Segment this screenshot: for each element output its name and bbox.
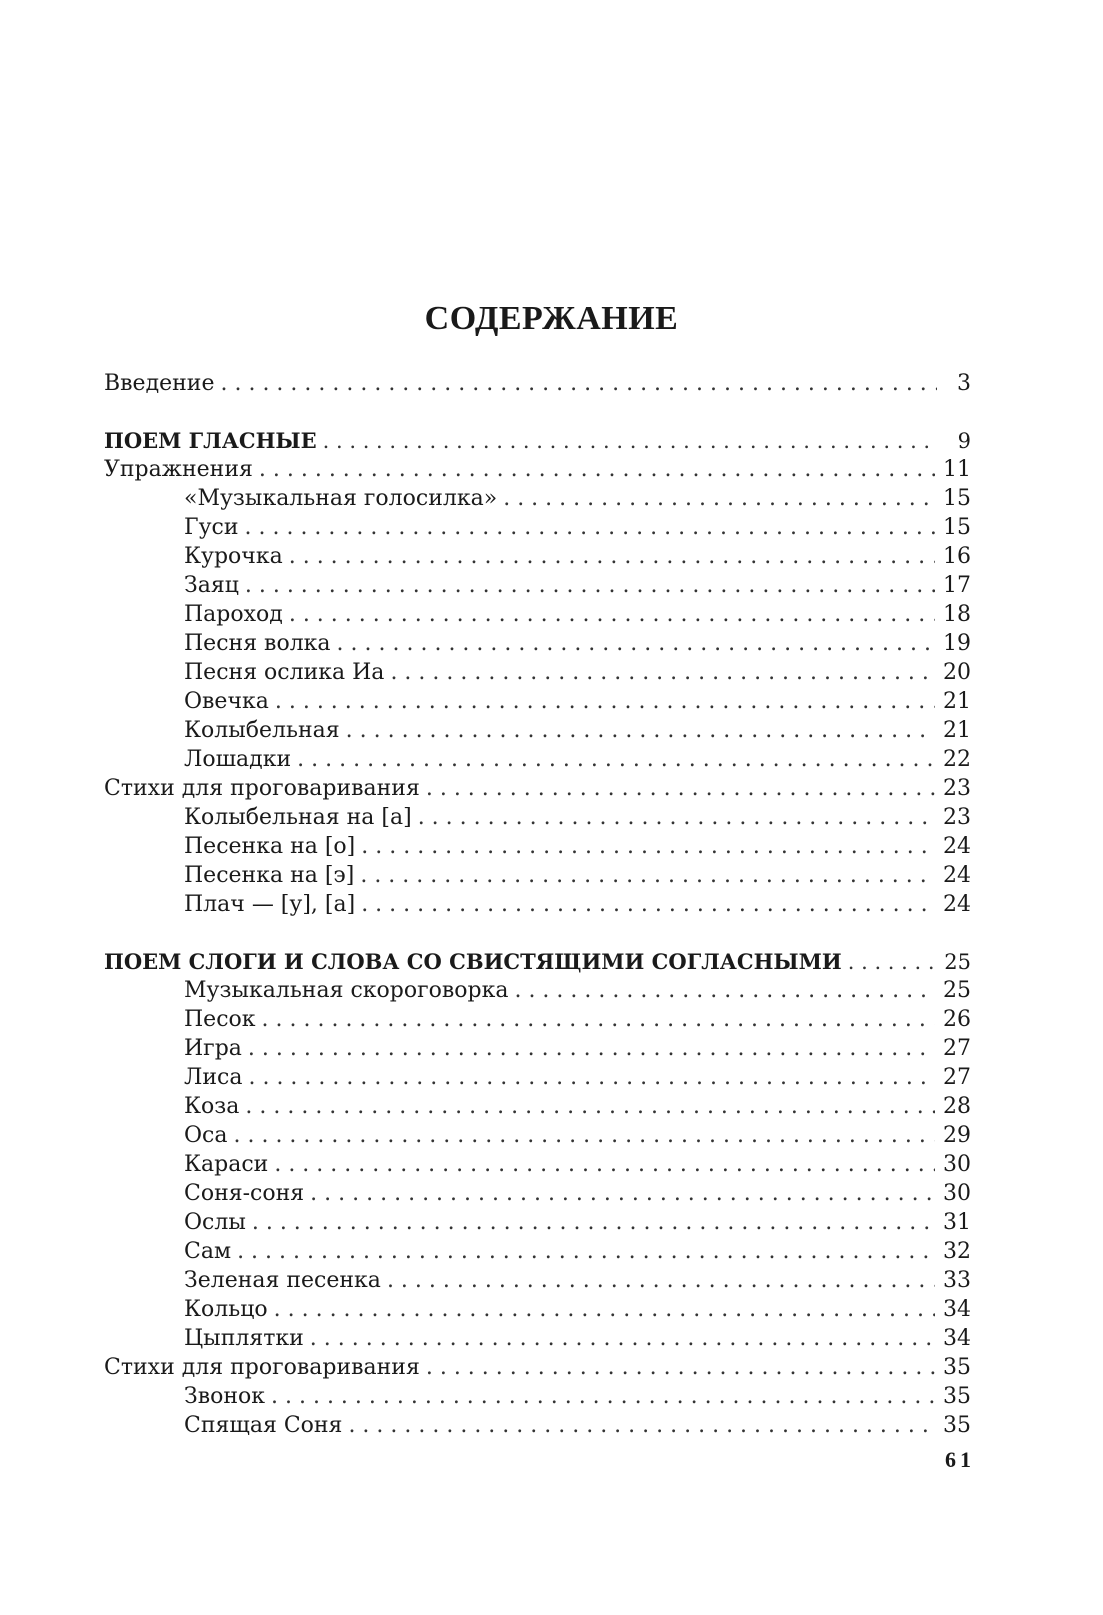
toc-entry-page: 28 — [943, 1094, 971, 1119]
toc-entry[interactable] — [104, 803, 971, 832]
toc-entry[interactable] — [104, 1150, 971, 1179]
toc-entry[interactable] — [104, 1324, 971, 1353]
dot-leader — [252, 1208, 935, 1237]
toc-entry[interactable] — [104, 629, 971, 658]
toc-entry-page: 24 — [943, 892, 971, 917]
toc-entry-title: Упражнения — [104, 457, 253, 482]
toc-entry-page: 11 — [943, 457, 971, 482]
toc-entry-page: 26 — [943, 1007, 971, 1032]
toc-entry-title: Звонок — [184, 1384, 265, 1409]
toc-entry-page: 27 — [943, 1065, 971, 1090]
toc-entry[interactable] — [104, 1295, 971, 1324]
toc-entry-page: 15 — [943, 486, 971, 511]
toc-entry-title: ПОЕМ СЛОГИ И СЛОВА СО СВИСТЯЩИМИ СОГЛАСНЫМИ — [104, 949, 842, 974]
toc-entry[interactable] — [104, 484, 971, 513]
toc-entry[interactable] — [104, 658, 971, 687]
dot-leader — [274, 1150, 935, 1179]
table-of-contents — [104, 369, 971, 1468]
dot-leader — [220, 369, 937, 398]
toc-entry-title: Курочка — [184, 544, 283, 569]
toc-entry-page: 31 — [943, 1210, 971, 1235]
toc-entry-page: 30 — [943, 1181, 971, 1206]
dot-leader — [259, 455, 935, 484]
toc-entry-title: Музыкальная скороговорка — [184, 978, 509, 1003]
toc-entry[interactable] — [104, 369, 971, 398]
toc-entry[interactable] — [104, 1237, 971, 1266]
dot-leader — [361, 832, 935, 861]
toc-entry-title: Соня-соня — [184, 1181, 305, 1206]
toc-entry-title: Плач — [у], [а] — [184, 892, 356, 917]
dot-leader — [297, 745, 935, 774]
dot-leader — [348, 1411, 935, 1440]
dot-leader — [275, 687, 935, 716]
toc-entry-page: 29 — [943, 1123, 971, 1148]
toc-entry-title: Игра — [184, 1036, 242, 1061]
dot-leader — [310, 1324, 935, 1353]
toc-entry-title: Лиса — [184, 1065, 243, 1090]
toc-entry[interactable] — [104, 1208, 971, 1237]
toc-entry-page: 19 — [943, 631, 971, 656]
toc-entry[interactable] — [104, 1179, 971, 1208]
dot-leader — [346, 716, 935, 745]
toc-entry-page: 3 — [957, 371, 971, 396]
toc-entry[interactable] — [104, 1382, 971, 1411]
toc-entry-title: Песенка на [о] — [184, 834, 356, 859]
toc-entry[interactable] — [104, 542, 971, 571]
toc-entry-title: Кольцо — [184, 1297, 268, 1322]
toc-entry[interactable] — [104, 1005, 971, 1034]
toc-entry-page: 23 — [943, 776, 971, 801]
dot-leader — [426, 774, 935, 803]
toc-entry-title: Введение — [104, 371, 215, 396]
toc-entry[interactable] — [104, 861, 971, 890]
dot-leader — [310, 1179, 935, 1208]
toc-entry-page: 18 — [943, 602, 971, 627]
toc-entry-title: Песня ослика Иа — [184, 660, 385, 685]
toc-entry[interactable] — [104, 1411, 971, 1440]
page-number: 61 — [945, 1447, 975, 1472]
page-title: СОДЕРЖАНИЕ — [424, 300, 679, 337]
dot-leader — [514, 976, 935, 1005]
toc-entry-page: 9 — [957, 429, 971, 453]
toc-entry-title: Сам — [184, 1239, 232, 1264]
toc-entry-title: Колыбельная — [184, 718, 340, 743]
toc-entry-page: 15 — [943, 515, 971, 540]
toc-entry-page: 27 — [943, 1036, 971, 1061]
toc-entry-title: «Музыкальная голосилка» — [184, 486, 498, 511]
toc-entry-page: 30 — [943, 1152, 971, 1177]
toc-entry-title: Песенка на [э] — [184, 863, 355, 888]
toc-section — [104, 947, 971, 1440]
toc-entry[interactable] — [104, 716, 971, 745]
toc-entry[interactable] — [104, 745, 971, 774]
dot-leader — [237, 1237, 935, 1266]
toc-entry[interactable] — [104, 976, 971, 1005]
toc-entry[interactable] — [104, 1063, 971, 1092]
toc-entry-title: Песок — [184, 1007, 256, 1032]
dot-leader — [848, 948, 937, 977]
dot-leader — [323, 427, 937, 456]
toc-entry-page: 35 — [943, 1384, 971, 1409]
toc-entry-title: Лошадки — [184, 747, 292, 772]
toc-entry-title: Стихи для проговаривания — [104, 1355, 420, 1380]
toc-entry-page: 20 — [943, 660, 971, 685]
dot-leader — [390, 658, 935, 687]
dot-leader — [360, 861, 935, 890]
toc-entry[interactable] — [104, 1121, 971, 1150]
toc-entry-title: Пароход — [184, 602, 283, 627]
toc-entry[interactable] — [104, 890, 971, 919]
toc-entry-page: 24 — [943, 863, 971, 888]
toc-entry[interactable] — [104, 600, 971, 629]
dot-leader — [262, 1005, 935, 1034]
dot-leader — [289, 542, 935, 571]
dot-leader — [248, 1063, 935, 1092]
toc-entry-page: 17 — [943, 573, 971, 598]
toc-entry[interactable] — [104, 774, 971, 803]
toc-entry-title: Караси — [184, 1152, 269, 1177]
toc-entry-page: 33 — [943, 1268, 971, 1293]
toc-entry-page: 35 — [943, 1413, 971, 1438]
toc-entry-page: 16 — [943, 544, 971, 569]
dot-leader — [426, 1353, 935, 1382]
toc-entry-title: Овечка — [184, 689, 269, 714]
dot-leader — [503, 484, 935, 513]
dot-leader — [289, 600, 935, 629]
toc-entry-page: 35 — [943, 1355, 971, 1380]
toc-entry-title: Ослы — [184, 1210, 246, 1235]
dot-leader — [248, 1034, 935, 1063]
toc-entry[interactable] — [104, 832, 971, 861]
toc-entry-title: Спящая Соня — [184, 1413, 343, 1438]
toc-entry[interactable] — [104, 571, 971, 600]
dot-leader — [361, 890, 935, 919]
toc-entry-page: 21 — [943, 689, 971, 714]
toc-entry-title: Заяц — [184, 573, 239, 598]
toc-section-heading[interactable] — [104, 426, 971, 455]
toc-section — [104, 426, 971, 919]
toc-entry-title: Оса — [184, 1123, 228, 1148]
toc-entry[interactable] — [104, 1353, 971, 1382]
dot-leader — [337, 629, 935, 658]
toc-entry-title: ПОЕМ ГЛАСНЫЕ — [104, 428, 317, 453]
toc-entry[interactable] — [104, 1034, 971, 1063]
toc-entry-page: 25 — [944, 950, 971, 974]
toc-entry-page: 25 — [943, 978, 971, 1003]
dot-leader — [245, 513, 936, 542]
toc-entry-title: Стихи для проговаривания — [104, 776, 420, 801]
dot-leader — [271, 1382, 935, 1411]
toc-section — [104, 369, 971, 398]
toc-entry-title: Колыбельная на [а] — [184, 805, 412, 830]
dot-leader — [418, 803, 935, 832]
dot-leader — [387, 1266, 935, 1295]
toc-entry-page: 34 — [943, 1297, 971, 1322]
toc-entry[interactable] — [104, 1092, 971, 1121]
dot-leader — [245, 571, 935, 600]
toc-entry-title: Коза — [184, 1094, 240, 1119]
toc-entry-title: Песня волка — [184, 631, 331, 656]
toc-entry-page: 34 — [943, 1326, 971, 1351]
toc-entry-title: Зеленая песенка — [184, 1268, 381, 1293]
dot-leader — [245, 1092, 935, 1121]
toc-entry-page: 32 — [943, 1239, 971, 1264]
toc-entry[interactable] — [104, 687, 971, 716]
toc-section-heading[interactable] — [104, 947, 971, 976]
toc-entry-page: 22 — [943, 747, 971, 772]
toc-entry[interactable] — [104, 1266, 971, 1295]
toc-entry[interactable] — [104, 513, 971, 542]
toc-entry-title: Цыплятки — [184, 1326, 304, 1351]
toc-entry-page: 21 — [943, 718, 971, 743]
dot-leader — [274, 1295, 935, 1324]
dot-leader — [233, 1121, 935, 1150]
toc-entry-page: 23 — [943, 805, 971, 830]
toc-entry-title: Гуси — [184, 515, 239, 540]
toc-entry[interactable] — [104, 455, 971, 484]
toc-entry-page: 24 — [943, 834, 971, 859]
